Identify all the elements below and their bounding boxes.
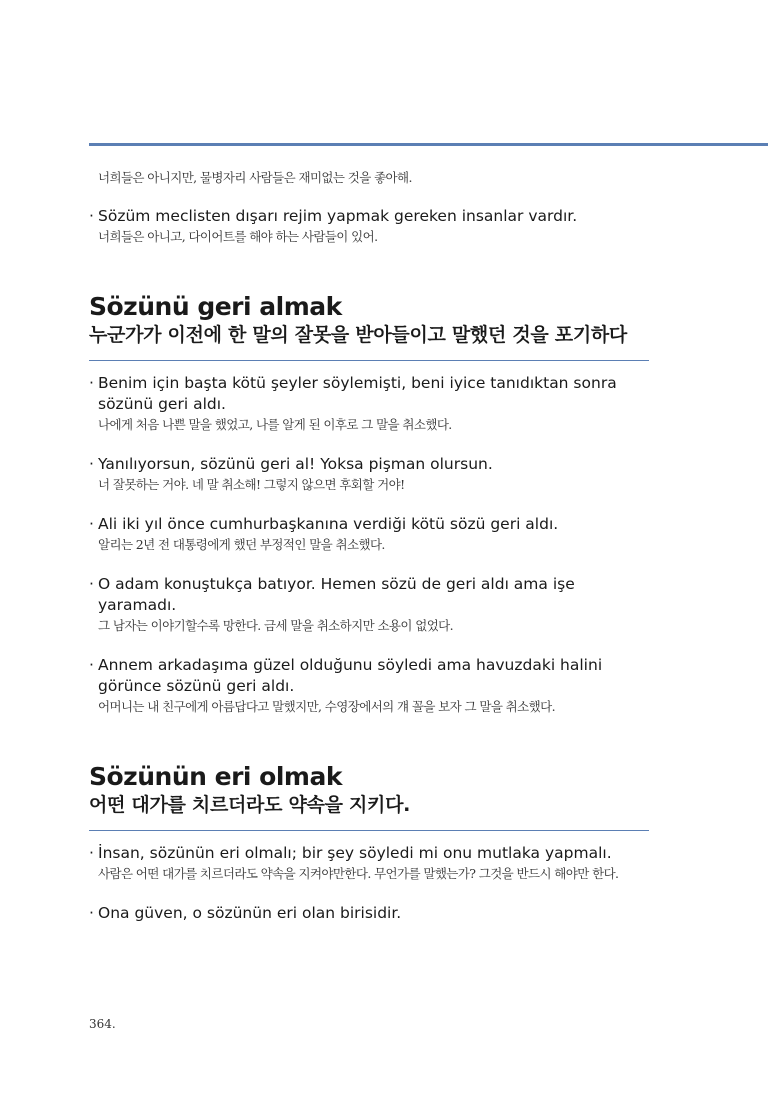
example-item [89, 574, 649, 636]
example-turkish: O adam konuştukça batıyor. Hemen sözü de geri aldı ama işe yaramadı. [98, 575, 575, 614]
bullet-dot: · [89, 575, 94, 593]
example-korean: 너 잘못하는 거야. 네 말 취소해! 그렇지 않으면 후회할 거야! [98, 477, 405, 492]
example-korean: 너희들은 아니고, 다이어트를 해야 하는 사람들이 있어. [98, 229, 378, 244]
example-item [89, 454, 649, 495]
example-turkish: Ona güven, o sözünün eri olan birisidir. [98, 904, 402, 922]
idiom-title: Sözünü geri almak [89, 292, 342, 321]
example-turkish: Ali iki yıl önce cumhurbaşkanına verdiği kötü sözü geri aldı. [98, 515, 559, 533]
bullet-dot: · [89, 207, 94, 225]
example-korean: 나에게 처음 나쁜 말을 했었고, 나를 알게 된 이후로 그 말을 취소했다. [98, 417, 452, 432]
example-item [89, 514, 649, 555]
page-number: 364. [89, 1017, 116, 1031]
example-turkish: Sözüm meclisten dışarı rejim yapmak gereken insanlar vardır. [98, 207, 578, 225]
bullet-dot: · [89, 904, 94, 922]
example-item [89, 903, 649, 924]
example-turkish: İnsan, sözünün eri olmalı; bir şey söyledi mi onu mutlaka yapmalı. [98, 844, 612, 862]
section-divider [89, 830, 649, 831]
example-item [89, 655, 649, 717]
lead-korean-line: 너희들은 아니지만, 물병자리 사람들은 재미없는 것을 좋아해. [98, 170, 412, 185]
idiom-definition: 어떤 대가를 치르더라도 약속을 지키다. [89, 794, 411, 816]
example-item [89, 206, 649, 247]
idiom-title: Sözünün eri olmak [89, 762, 342, 791]
example-item [89, 843, 649, 884]
example-turkish: Annem arkadaşıma güzel olduğunu söyledi ama havuzdaki halini görünce sözünü geri aldı. [98, 656, 603, 695]
example-korean: 그 남자는 이야기할수록 망한다. 금세 말을 취소하지만 소용이 없었다. [98, 618, 454, 633]
example-turkish: Yanılıyorsun, sözünü geri al! Yoksa pişman olursun. [98, 455, 493, 473]
example-korean: 사람은 어떤 대가를 치르더라도 약속을 지켜야만한다. 무언가를 말했는가? 그것을 반드시 해야만 한다. [98, 866, 619, 881]
bullet-dot: · [89, 656, 94, 674]
idiom-section [89, 762, 649, 924]
example-korean: 알리는 2년 전 대통령에게 했던 부정적인 말을 취소했다. [98, 537, 385, 552]
example-item [89, 373, 649, 435]
bullet-dot: · [89, 844, 94, 862]
bullet-dot: · [89, 374, 94, 392]
example-turkish: Benim için başta kötü şeyler söylemişti, beni iyice tanıdıktan sonra sözünü geri aldı. [98, 374, 617, 413]
bullet-dot: · [89, 515, 94, 533]
bullet-dot: · [89, 455, 94, 473]
page-content [89, 168, 649, 924]
example-korean: 어머니는 내 친구에게 아름답다고 말했지만, 수영장에서의 걔 꼴을 보자 그 말을 취소했다. [98, 699, 555, 714]
header-rule [89, 143, 768, 146]
idiom-definition: 누군가가 이전에 한 말의 잘못을 받아들이고 말했던 것을 포기하다 [89, 324, 627, 346]
section-divider [89, 360, 649, 361]
idiom-section [89, 292, 649, 717]
